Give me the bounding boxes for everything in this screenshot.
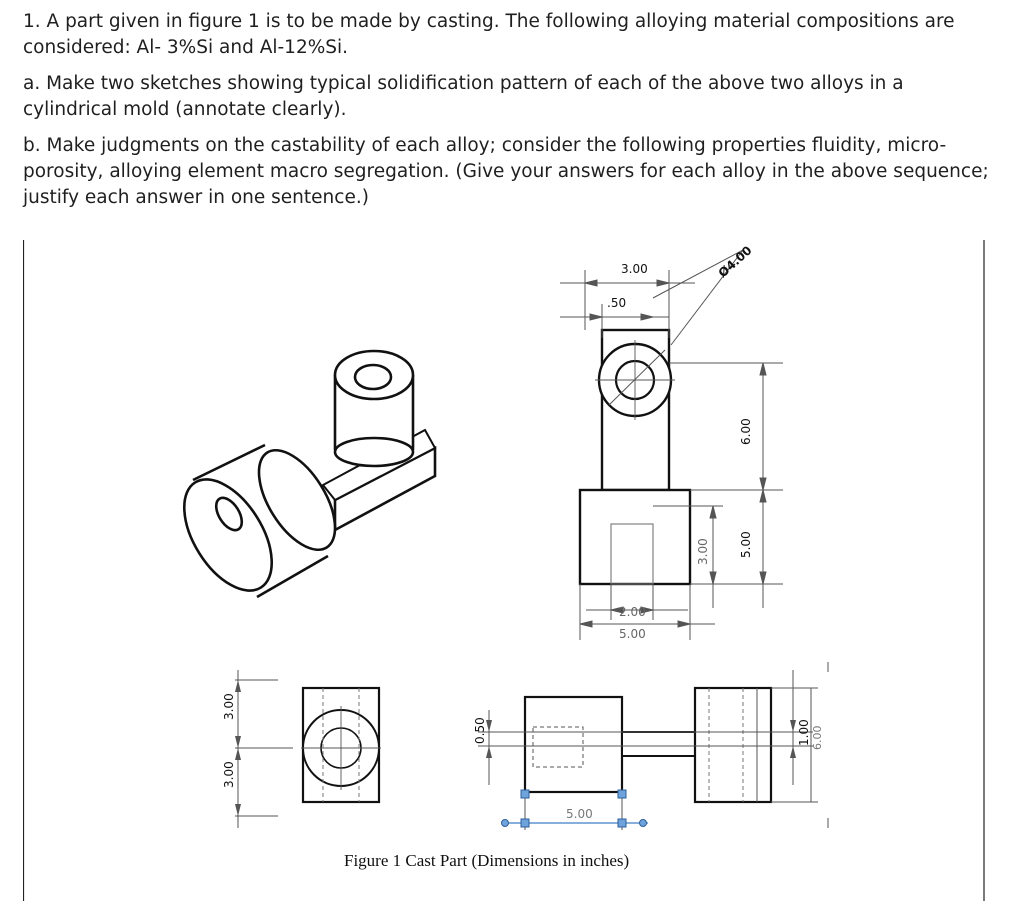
dim-left-upper: 3.00 bbox=[222, 693, 236, 720]
dim-height-lower: 5.00 bbox=[739, 531, 753, 558]
dim-top-width: 3.00 bbox=[621, 262, 648, 276]
dim-bore: .50 bbox=[607, 296, 627, 310]
cast-part-drawing bbox=[23, 240, 985, 901]
dim-left-lower: 3.00 bbox=[222, 761, 236, 788]
dim-block-width: 5.00 bbox=[619, 627, 646, 641]
dim-inner-height: 3.00 bbox=[696, 538, 710, 565]
figure-caption: Figure 1 Cast Part (Dimensions in inches) bbox=[344, 851, 630, 870]
top-view bbox=[580, 330, 690, 584]
dim-front-width: 5.00 bbox=[566, 807, 593, 821]
dim-front-offset: 0.50 bbox=[473, 717, 487, 744]
question-intro: 1. A part given in figure 1 is to be made by casting. The following alloying material compositions are considered: Al- 3%Si and Al-12%Si. bbox=[23, 11, 955, 58]
figure-frame bbox=[23, 240, 985, 901]
question-part-b: b. Make judgments on the castability of each alloy; consider the following properties fluidity, micro-porosity, alloying element macro segregation. (Give your answers for each alloy in the above sequence; justify each answer in one sentence.) bbox=[23, 135, 989, 208]
dim-side-small: 1.00 bbox=[797, 719, 811, 746]
dim-side-tall: 6.00 bbox=[811, 725, 824, 750]
dim-inner-width: 2.00 bbox=[619, 605, 646, 619]
front-view bbox=[478, 697, 713, 830]
dim-diameter: Ø4.00 bbox=[715, 243, 755, 281]
question-part-a: a. Make two sketches showing typical solidification pattern of each of the above two alloys in a cylindrical mold (annotate clearly). bbox=[23, 73, 904, 120]
side-view-left bbox=[235, 670, 381, 828]
isometric-view bbox=[166, 351, 435, 606]
dim-height-upper: 6.00 bbox=[739, 418, 753, 445]
